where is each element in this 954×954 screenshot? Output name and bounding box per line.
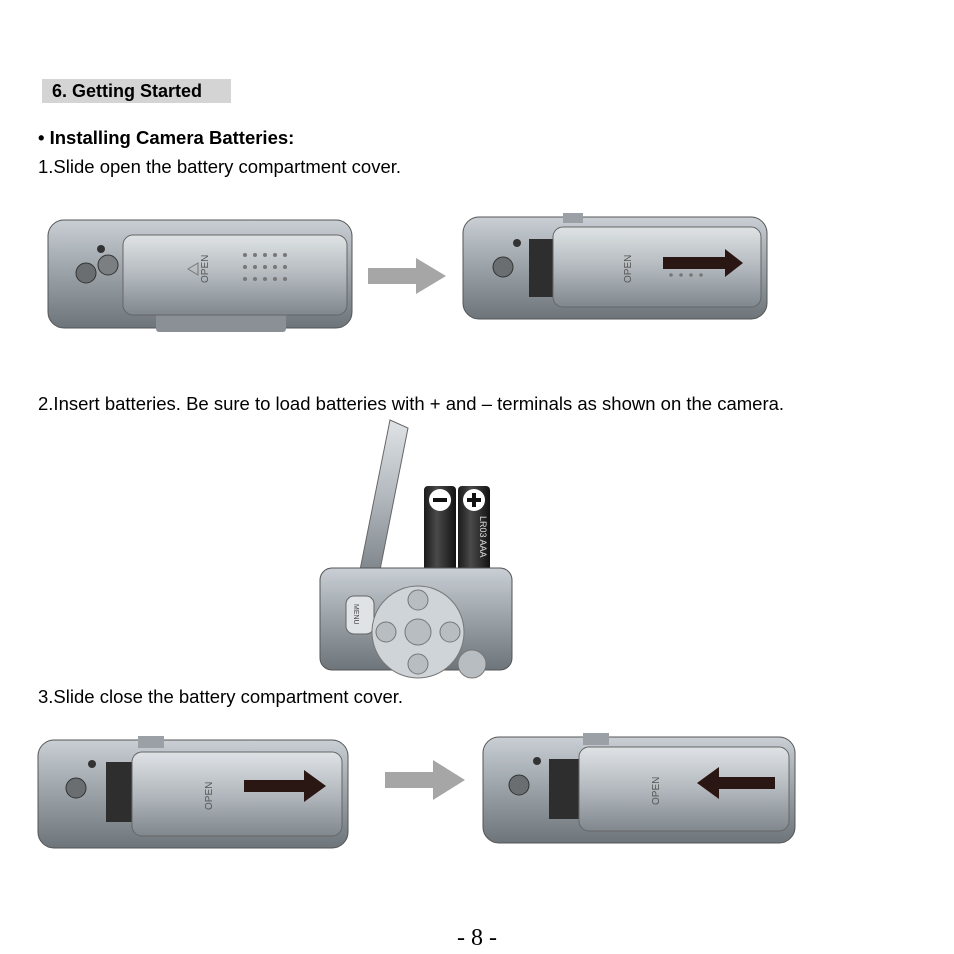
step-2-text: 2.Insert batteries. Be sure to load batteries with + and – terminals as shown on the camera.: [38, 393, 785, 414]
flow-arrow-step1: [368, 258, 448, 294]
open-label: OPEN: [200, 254, 211, 283]
page-number: - 8 -: [457, 925, 497, 951]
camera-cover-opening-figure: [463, 213, 769, 323]
step-3-text: 3.Slide close the battery compartment cover.: [38, 686, 404, 707]
flow-arrow-step3: [385, 760, 465, 800]
camera-cover-closed-again-figure: [483, 733, 798, 853]
step-1-text: 1.Slide open the battery compartment cover.: [38, 156, 402, 177]
battery-insert-figure: [320, 420, 514, 670]
battery-label: LR03 AAA: [478, 516, 488, 558]
dpad-center-icon: [405, 619, 431, 645]
section-heading: [42, 79, 231, 103]
section-title: 6. Getting Started: [52, 81, 203, 101]
open-label: OPEN: [623, 254, 634, 283]
open-label: OPEN: [204, 781, 215, 810]
camera-cover-closed-figure: [48, 215, 354, 337]
open-label: OPEN: [651, 776, 662, 805]
menu-label: MENU: [352, 604, 359, 625]
bullet-heading: • Installing Camera Batteries:: [38, 127, 295, 148]
camera-cover-closing-figure: [38, 736, 351, 860]
